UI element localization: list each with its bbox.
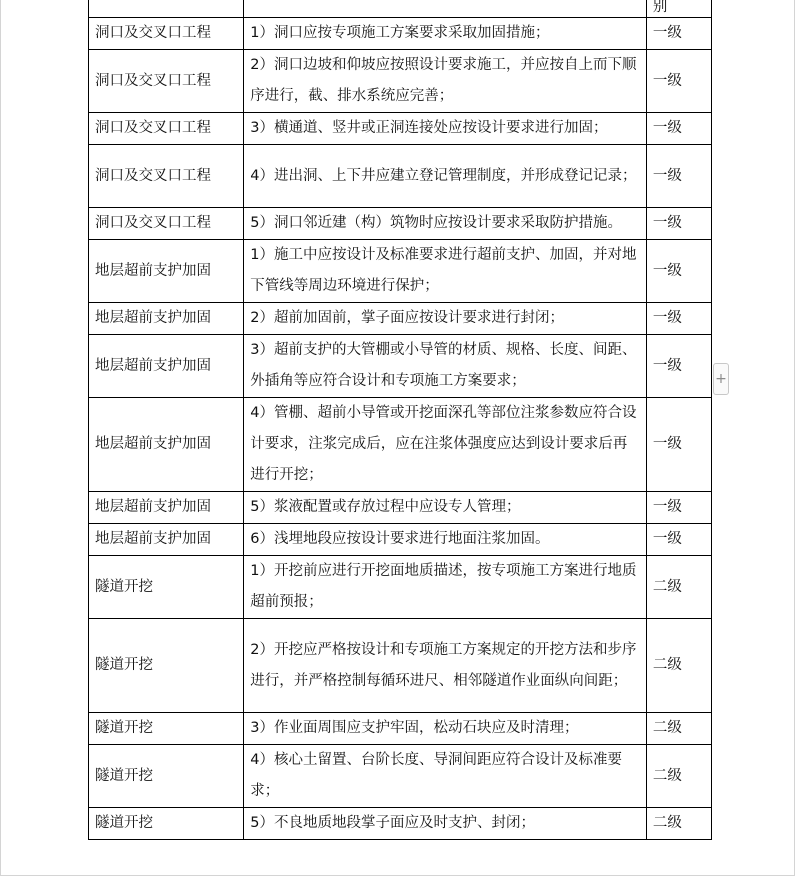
grade-cell: 一级 [646, 398, 711, 492]
item-cell: 洞口及交叉口工程 [89, 208, 244, 240]
requirement-cell: 5）洞口邻近建（构）筑物时应按设计要求采取防护措施。 [244, 208, 647, 240]
item-cell: 隧道开挖 [89, 808, 244, 840]
table-row [89, 18, 712, 50]
requirement-cell: 2）超前加固前，掌子面应按设计要求进行封闭； [244, 303, 647, 335]
inspection-table [88, 0, 712, 840]
requirement-cell: 5）不良地质地段掌子面应及时支护、封闭； [244, 808, 647, 840]
requirement-cell: 4）管棚、超前小导管或开挖面深孔等部位注浆参数应符合设计要求，注浆完成后，应在注浆体强度应达到设计要求后再进行开挖； [244, 398, 647, 492]
requirement-cell: 4）核心土留置、台阶长度、导洞间距应符合设计及标准要求； [244, 745, 647, 808]
requirement-cell: 6）浅埋地段应按设计要求进行地面注浆加固。 [244, 524, 647, 556]
item-cell: 隧道开挖 [89, 619, 244, 713]
header-cell-grade [646, 0, 711, 18]
grade-cell: 一级 [646, 524, 711, 556]
table-row [89, 556, 712, 619]
requirement-cell: 5）浆液配置或存放过程中应设专人管理； [244, 492, 647, 524]
item-cell: 洞口及交叉口工程 [89, 145, 244, 208]
requirement-cell: 1）施工中应按设计及标准要求进行超前支护、加固，并对地下管线等周边环境进行保护； [244, 240, 647, 303]
item-cell: 地层超前支护加固 [89, 398, 244, 492]
table-row [89, 50, 712, 113]
grade-cell: 二级 [646, 556, 711, 619]
requirement-cell: 4）进出洞、上下井应建立登记管理制度，并形成登记记录； [244, 145, 647, 208]
grade-cell: 一级 [646, 335, 711, 398]
item-cell: 隧道开挖 [89, 713, 244, 745]
table-header-row [89, 0, 712, 18]
table-row [89, 240, 712, 303]
table-row [89, 145, 712, 208]
grade-cell: 二级 [646, 808, 711, 840]
table-row [89, 619, 712, 713]
item-cell: 洞口及交叉口工程 [89, 50, 244, 113]
grade-cell: 一级 [646, 113, 711, 145]
item-cell: 地层超前支护加固 [89, 335, 244, 398]
table-row [89, 113, 712, 145]
grade-cell: 一级 [646, 492, 711, 524]
requirement-cell: 2）洞口边坡和仰坡应按照设计要求施工，并应按自上而下顺序进行，截、排水系统应完善； [244, 50, 647, 113]
expand-handle-plus-icon[interactable]: + [713, 363, 729, 395]
table-row [89, 208, 712, 240]
requirement-cell: 2）开挖应严格按设计和专项施工方案规定的开挖方法和步序进行，并严格控制每循环进尺、相邻隧道作业面纵向间距； [244, 619, 647, 713]
table-row [89, 303, 712, 335]
item-cell: 洞口及交叉口工程 [89, 18, 244, 50]
grade-cell: 一级 [646, 18, 711, 50]
item-cell: 地层超前支护加固 [89, 492, 244, 524]
table-row [89, 745, 712, 808]
header-cell-requirement [244, 0, 647, 18]
requirement-cell: 3）横通道、竖井或正洞连接处应按设计要求进行加固； [244, 113, 647, 145]
table-row [89, 398, 712, 492]
grade-cell: 一级 [646, 240, 711, 303]
item-cell: 地层超前支护加固 [89, 303, 244, 335]
header-cell-item [89, 0, 244, 18]
item-cell: 隧道开挖 [89, 745, 244, 808]
grade-cell: 一级 [646, 145, 711, 208]
grade-cell: 二级 [646, 619, 711, 713]
grade-cell: 一级 [646, 208, 711, 240]
item-cell: 地层超前支护加固 [89, 524, 244, 556]
table-row [89, 713, 712, 745]
table-row [89, 492, 712, 524]
grade-cell: 二级 [646, 745, 711, 808]
table-row [89, 524, 712, 556]
requirement-cell: 3）超前支护的大管棚或小导管的材质、规格、长度、间距、外插角等应符合设计和专项施工方案要求； [244, 335, 647, 398]
grade-cell: 二级 [646, 713, 711, 745]
grade-cell: 一级 [646, 50, 711, 113]
table-row [89, 808, 712, 840]
item-cell: 隧道开挖 [89, 556, 244, 619]
header-grade-text: 别 [652, 0, 668, 15]
grade-cell: 一级 [646, 303, 711, 335]
requirement-cell: 1）洞口应按专项施工方案要求采取加固措施； [244, 18, 647, 50]
item-cell: 地层超前支护加固 [89, 240, 244, 303]
requirement-cell: 1）开挖前应进行开挖面地质描述，按专项施工方案进行地质超前预报； [244, 556, 647, 619]
item-cell: 洞口及交叉口工程 [89, 113, 244, 145]
requirement-cell: 3）作业面周围应支护牢固，松动石块应及时清理； [244, 713, 647, 745]
table-row [89, 335, 712, 398]
